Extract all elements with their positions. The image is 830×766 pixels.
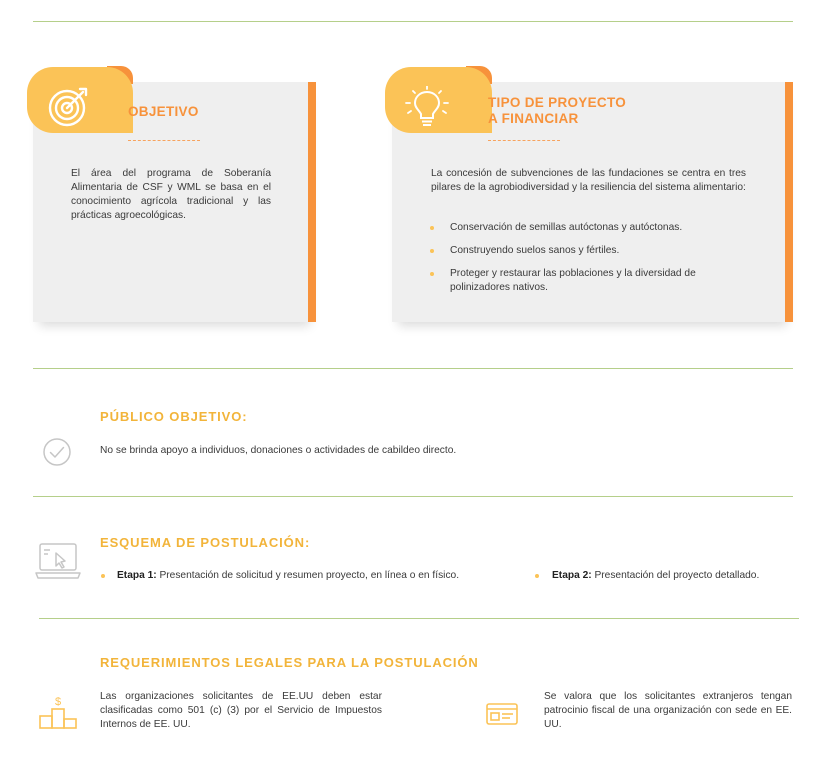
lightbulb-icon <box>404 86 450 135</box>
target-icon <box>47 84 91 133</box>
divider-esquema <box>33 496 793 497</box>
requerimientos-title: REQUERIMIENTOS LEGALES PARA LA POSTULACIÓN <box>100 655 479 670</box>
tipo-proyecto-title-line1: TIPO DE PROYECTO <box>488 95 627 110</box>
list-item <box>430 267 748 295</box>
objetivo-title-dash <box>128 140 200 141</box>
step-2-description: Presentación del proyecto detallado. <box>591 570 760 581</box>
id-card-icon <box>486 702 518 731</box>
step-1-bullet <box>101 574 105 578</box>
objetivo-text: El área del programa de Soberanía Alimentaria de CSF y WML se basa en el conocimiento agrícola tradicional y las prácticas agroecológicas. <box>71 168 271 221</box>
list-item-text: Conservación de semillas autóctonas y autóctonas. <box>450 222 683 233</box>
list-item-text: Proteger y restaurar las poblaciones y la diversidad de polinizadores nativos. <box>450 268 696 293</box>
step-1-description: Presentación de solicitud y resumen proyecto, en línea o en físico. <box>156 570 460 581</box>
objetivo-card-accent-bar <box>308 82 316 322</box>
list-item-text: Construyendo suelos sanos y fértiles. <box>450 245 620 256</box>
svg-text:$: $ <box>54 696 62 708</box>
objetivo-title: OBJETIVO <box>128 104 199 119</box>
tipo-proyecto-title-dash <box>488 140 560 141</box>
list-item <box>430 244 748 258</box>
requerimientos-right-text: Se valora que los solicitantes extranjeros tengan patrocinio fiscal de una organización con sede en EE. UU. <box>544 691 792 730</box>
tipo-proyecto-intro: La concesión de subvenciones de las fundaciones se centra en tres pilares de la agrobiodiversidad y la resiliencia del sistema alimentario: <box>431 168 746 193</box>
laptop-cursor-icon <box>34 542 84 587</box>
podium-dollar-icon <box>37 694 79 737</box>
tipo-proyecto-card-accent-bar <box>785 82 793 322</box>
bullet-dot <box>430 226 434 230</box>
divider-publico <box>33 368 793 369</box>
divider-top <box>33 21 793 22</box>
step-1-label: Etapa 1: <box>117 570 157 581</box>
esquema-title: ESQUEMA DE POSTULACIÓN: <box>100 535 311 550</box>
publico-text: No se brinda apoyo a individuos, donaciones o actividades de cabildeo directo. <box>100 445 457 456</box>
divider-requerimientos <box>39 618 799 619</box>
bullet-dot <box>430 249 434 253</box>
bullet-dot <box>430 272 434 276</box>
publico-title: PÚBLICO OBJETIVO: <box>100 409 248 424</box>
step-1-text <box>117 569 459 583</box>
list-item <box>430 221 748 235</box>
step-2-text <box>552 569 759 583</box>
step-2-bullet <box>535 574 539 578</box>
requerimientos-left-text: Las organizaciones solicitantes de EE.UU deben estar clasificadas como 501 (c) (3) por el Servicio de Impuestos Internos de EE. UU. <box>100 691 382 730</box>
tipo-proyecto-title-line2: A FINANCIAR <box>488 111 579 126</box>
tipo-proyecto-list <box>430 221 748 304</box>
check-circle-icon <box>42 437 72 472</box>
tipo-proyecto-title <box>488 95 626 127</box>
step-2-label: Etapa 2: <box>552 570 592 581</box>
